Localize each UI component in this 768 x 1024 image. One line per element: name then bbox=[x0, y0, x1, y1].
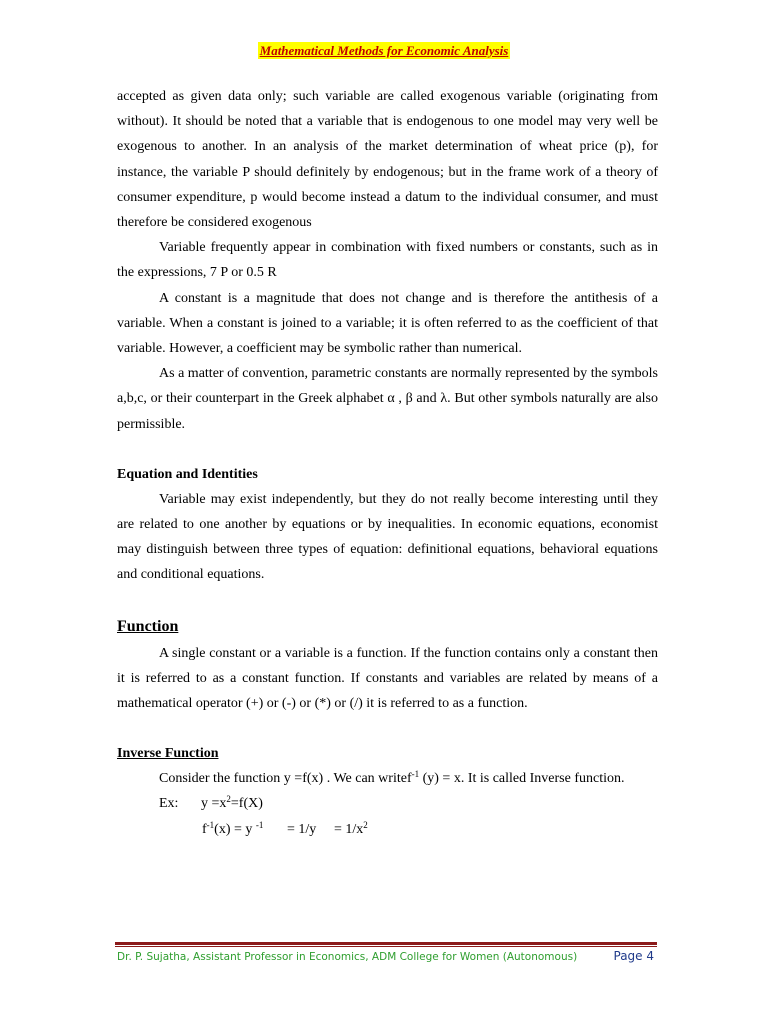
inverse-text-b: (y) = x. It is called Inverse function. bbox=[419, 771, 625, 787]
heading-equation-identities: Equation and Identities bbox=[117, 466, 258, 482]
inverse-formula-row bbox=[117, 817, 658, 842]
footer-rule-thick bbox=[115, 942, 657, 945]
formula-one-over-x2 bbox=[334, 817, 368, 842]
formula-sup1: -1 bbox=[206, 819, 215, 830]
paragraph-constant: A constant is a magnitude that does not change and is therefore the antithesis of a variable. When a constant is joined to a variable; it is often referred to as the coefficient of that variable. However, a coefficient may be symbolic rather than numerical. bbox=[117, 290, 658, 357]
formula-one-over-y: = 1/y bbox=[287, 821, 317, 837]
paragraph-function: A single constant or a variable is a function. If the function contains only a constant then it is referred to as a constant function. If constants and variables are related by means of a mathematical operator (+) or (-) or (*) or (/) it is referred to as a function. bbox=[117, 645, 658, 712]
heading-inverse-function: Inverse Function bbox=[117, 746, 219, 762]
page-body bbox=[117, 84, 658, 842]
inverse-text-a: Consider the function y =f(x) . We can writef bbox=[159, 771, 412, 787]
inverse-sup: -1 bbox=[411, 769, 420, 780]
running-header bbox=[0, 42, 768, 60]
heading-function: Function bbox=[117, 617, 179, 635]
formula-d: = 1/x bbox=[334, 821, 364, 837]
example-equation bbox=[201, 791, 263, 816]
formula-b: (x) = y bbox=[214, 821, 256, 837]
formula-sup3: 2 bbox=[363, 819, 368, 830]
example-row bbox=[117, 791, 658, 816]
paragraph-exogenous: accepted as given data only; such variable are called exogenous variable (originating from without). It should be noted that a variable that is endogenous to one model may very well be exogenous to another. In an analysis of the market determination of wheat price (p), for instance, the variable P should definitely by endogenous; but in the frame work of a theory of consumer expenditure, p would become instead a datum to the individual consumer, and must therefore be considered exogenous bbox=[117, 89, 658, 231]
header-title: Mathematical Methods for Economic Analysis bbox=[259, 43, 509, 58]
footer-rule-thin bbox=[115, 946, 657, 947]
inverse-definition-line bbox=[117, 766, 658, 791]
formula-f: f bbox=[202, 821, 207, 837]
paragraph-variables: Variable frequently appear in combination with fixed numbers or constants, such as in the expressions, 7 P or 0.5 R bbox=[117, 240, 658, 281]
paragraph-convention: As a matter of convention, parametric constants are normally represented by the symbols a,b,c, or their counterpart in the Greek alphabet α , β and λ. But other symbols naturally are also permissible. bbox=[117, 366, 658, 432]
example-eq-b: =f(X) bbox=[230, 796, 263, 812]
spacer bbox=[117, 588, 658, 613]
example-eq-sup: 2 bbox=[226, 794, 231, 805]
spacer bbox=[117, 437, 658, 462]
formula-sup2: -1 bbox=[255, 819, 264, 830]
example-eq-a: y =x bbox=[201, 796, 227, 812]
spacer bbox=[117, 716, 658, 741]
example-label: Ex: bbox=[159, 796, 179, 812]
footer-author: Dr. P. Sujatha, Assistant Professor in Economics, ADM College for Women (Autonomous) bbox=[117, 951, 578, 963]
footer-page-number: Page 4 bbox=[613, 949, 654, 963]
formula-inverse bbox=[202, 817, 287, 842]
paragraph-equations: Variable may exist independently, but they do not really become interesting until they are related to one another by equations or by inequalities. In economic equations, economist may distinguish between three types of equation: definitional equations, behavioral equations and conditional equations. bbox=[117, 491, 658, 583]
